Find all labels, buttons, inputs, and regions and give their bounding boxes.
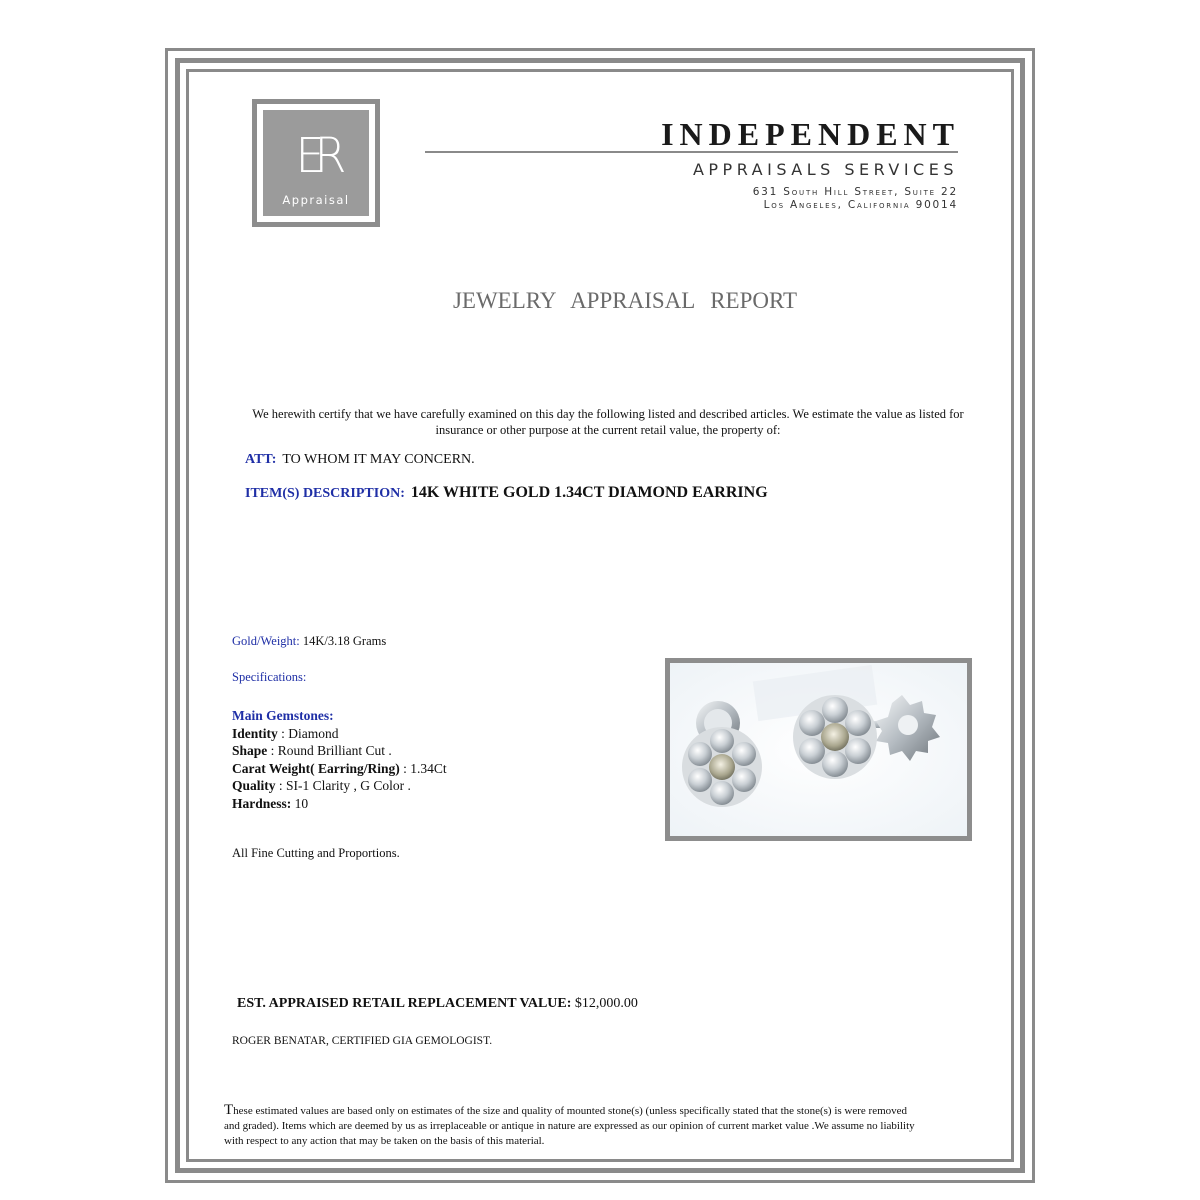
appraised-value-label: EST. APPRAISED RETAIL REPLACEMENT VALUE: (237, 996, 572, 1011)
appraisal-logo (252, 99, 380, 227)
earring-photo (665, 658, 972, 841)
attention-label: ATT: (245, 452, 277, 467)
carat-value: : 1.34Ct (403, 760, 447, 776)
main-gemstones (232, 707, 447, 812)
identity-row (232, 725, 447, 743)
hardness-row (232, 795, 447, 813)
quality-value: : SI-1 Clarity , G Color . (278, 778, 411, 793)
report-title: JEWELRY APPRAISAL REPORT (452, 288, 798, 313)
company-name: INDEPENDENT (661, 116, 960, 152)
quality-row (232, 777, 447, 795)
address-line-2: Los Angeles, California 90014 (763, 199, 958, 211)
carat-row (232, 760, 447, 778)
address-line-1: 631 South Hill Street, Suite 22 (752, 186, 958, 198)
appraised-value (237, 996, 638, 1012)
identity-value: : Diamond (281, 725, 339, 741)
quality-label: Quality (232, 778, 276, 793)
gemologist-signature-line: ROGER BENATAR, CERTIFIED GIA GEMOLOGIST. (232, 1035, 493, 1047)
shape-label: Shape (232, 743, 268, 758)
gold-weight (232, 634, 386, 649)
main-gemstones-heading: Main Gemstones: (232, 708, 334, 723)
identity-label: Identity (232, 725, 278, 741)
item-description (245, 484, 768, 502)
cutting-note: All Fine Cutting and Proportions. (232, 846, 400, 860)
gold-weight-value: 14K/3.18 Grams (302, 634, 387, 648)
logo-mark: ER (295, 126, 337, 184)
attention-line (245, 452, 475, 468)
carat-label: Carat Weight( Earring/Ring) (232, 760, 400, 776)
disclaimer-text: hese estimated values are based only on estimates of the size and quality of mounted stone(s) (unless specifically stated that the stone(s) is were removed and graded). Items which are deemed by us as irreplaceable or antique in nature are expressed as our opinion of current market value .We assume no liability with respect to any action that may be taken on the basis of this material. (224, 1105, 915, 1147)
left-earring (682, 727, 762, 807)
specifications-label: Specifications: (232, 670, 307, 684)
disclaimer-first-letter: T (224, 1102, 234, 1118)
diamond-earrings-image (670, 663, 967, 836)
shape-row (232, 742, 447, 760)
item-description-label: ITEM(S) DESCRIPTION: (245, 486, 405, 501)
logo-caption: Appraisal (282, 193, 350, 207)
right-earring (793, 695, 877, 779)
company-subtitle: APPRAISALS SERVICES (692, 160, 958, 179)
item-description-value: 14K WHITE GOLD 1.34CT DIAMOND EARRING (410, 484, 768, 501)
attention-value: TO WHOM IT MAY CONCERN. (282, 452, 475, 467)
gold-weight-label: Gold/Weight: (232, 634, 300, 648)
disclaimer (224, 1103, 924, 1149)
logo-background (263, 110, 369, 216)
hardness-value: 10 (294, 795, 309, 811)
certification-statement: We herewith certify that we have carefully examined on this day the following listed and described articles. We estimate the value as listed for insurance or other purpose at the current retail value, the property of: (252, 407, 964, 437)
hardness-label: Hardness: (232, 795, 292, 811)
shape-value: : Round Brilliant Cut . (270, 743, 392, 758)
header-divider (425, 151, 958, 153)
company-address (600, 186, 958, 212)
appraised-value-amount: $12,000.00 (574, 996, 638, 1011)
